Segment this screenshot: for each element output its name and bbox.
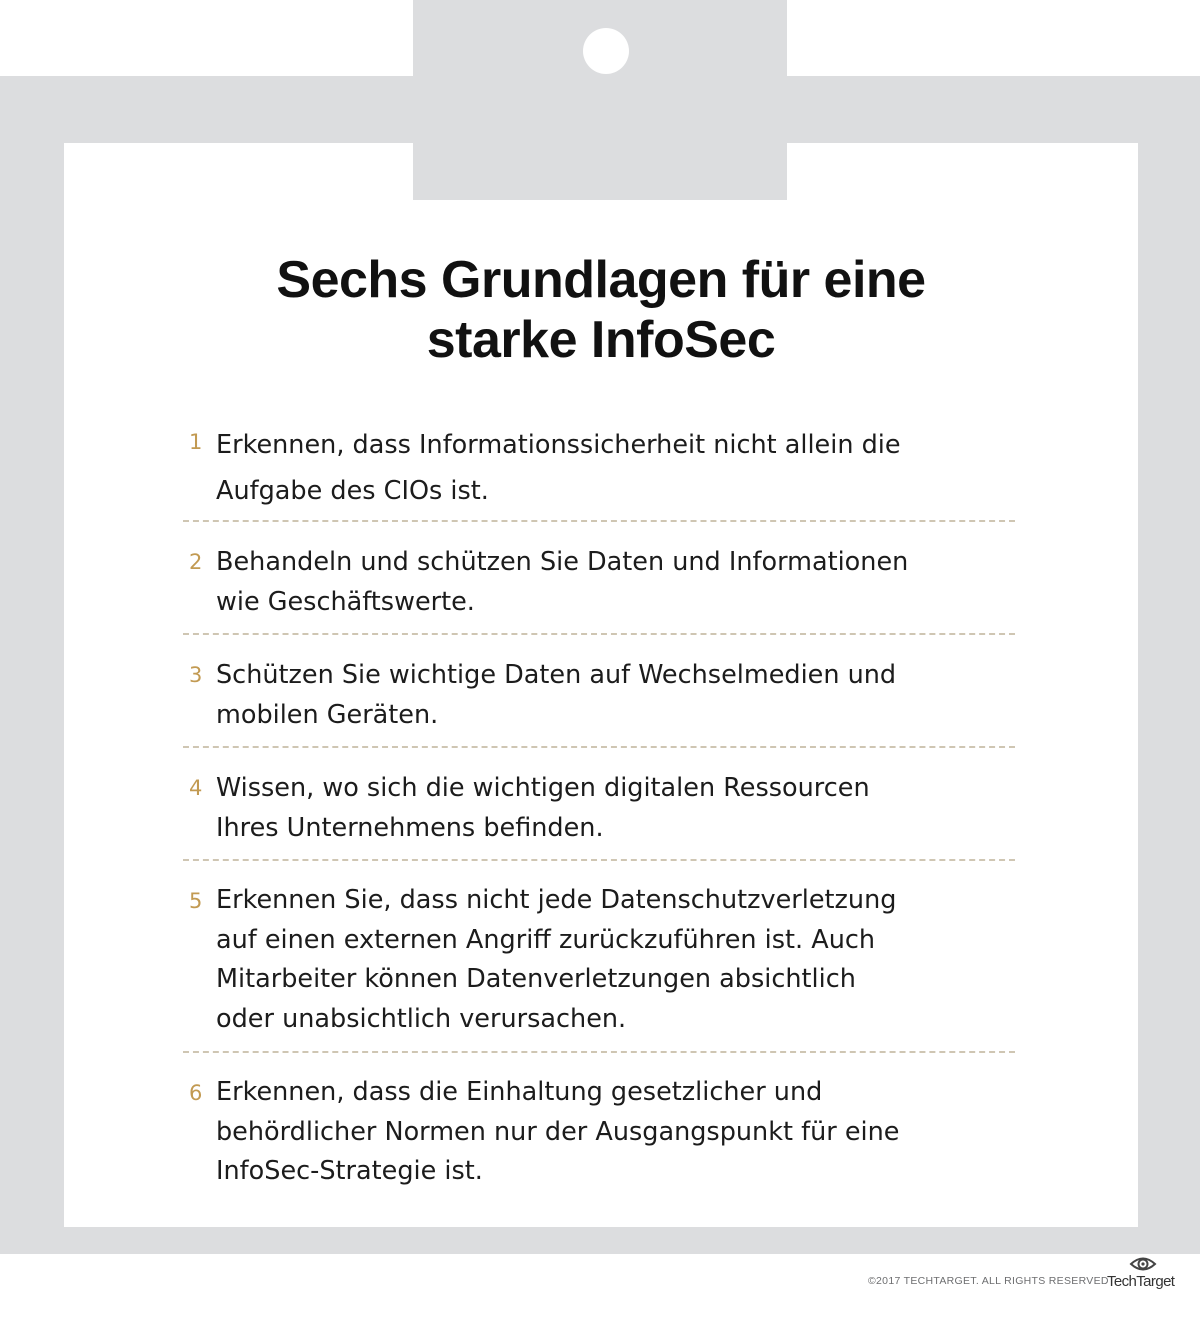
- title-line-2: starke InfoSec: [426, 311, 776, 369]
- item-number: 4: [189, 776, 203, 800]
- item-text: Wissen, wo sich die wichtigen digitalen Ressourcen Ihres Unternehmens befinden.: [216, 773, 870, 843]
- item-number: 3: [189, 663, 203, 687]
- item-text: Behandeln und schützen Sie Daten und Informationen wie Geschäftswerte.: [216, 547, 909, 617]
- dashed-divider: [183, 746, 1015, 748]
- item-number: 6: [189, 1081, 203, 1105]
- copyright-notice: ©2017 TECHTARGET. ALL RIGHTS RESERVED: [868, 1275, 1109, 1287]
- dashed-divider: [183, 520, 1015, 522]
- clipboard-hole-icon: [583, 28, 629, 74]
- item-text: Erkennen Sie, dass nicht jede Datenschutzverletzung auf einen externen Angriff zurückzuführen ist. Auch Mitarbeiter können Datenverletzungen absichtlich oder unabsichtlich verursachen.: [216, 885, 897, 1034]
- dashed-divider: [183, 1051, 1015, 1053]
- page-title: [64, 250, 1138, 370]
- title-line-1: Sechs Grundlagen für eine: [276, 251, 926, 309]
- dashed-divider: [183, 633, 1015, 635]
- dashed-divider: [183, 859, 1015, 861]
- item-number: 5: [189, 889, 203, 913]
- techtarget-logo: TechTarget: [1107, 1273, 1175, 1290]
- item-number: 2: [189, 550, 203, 574]
- item-text: Erkennen, dass Informationssicherheit nicht allein die Aufgabe des CIOs ist.: [216, 430, 901, 506]
- item-text: Erkennen, dass die Einhaltung gesetzlicher und behördlicher Normen nur der Ausgangspunkt für eine InfoSec-Strategie ist.: [216, 1077, 900, 1186]
- item-text: Schützen Sie wichtige Daten auf Wechselmedien und mobilen Geräten.: [216, 660, 897, 730]
- item-number: 1: [189, 430, 203, 454]
